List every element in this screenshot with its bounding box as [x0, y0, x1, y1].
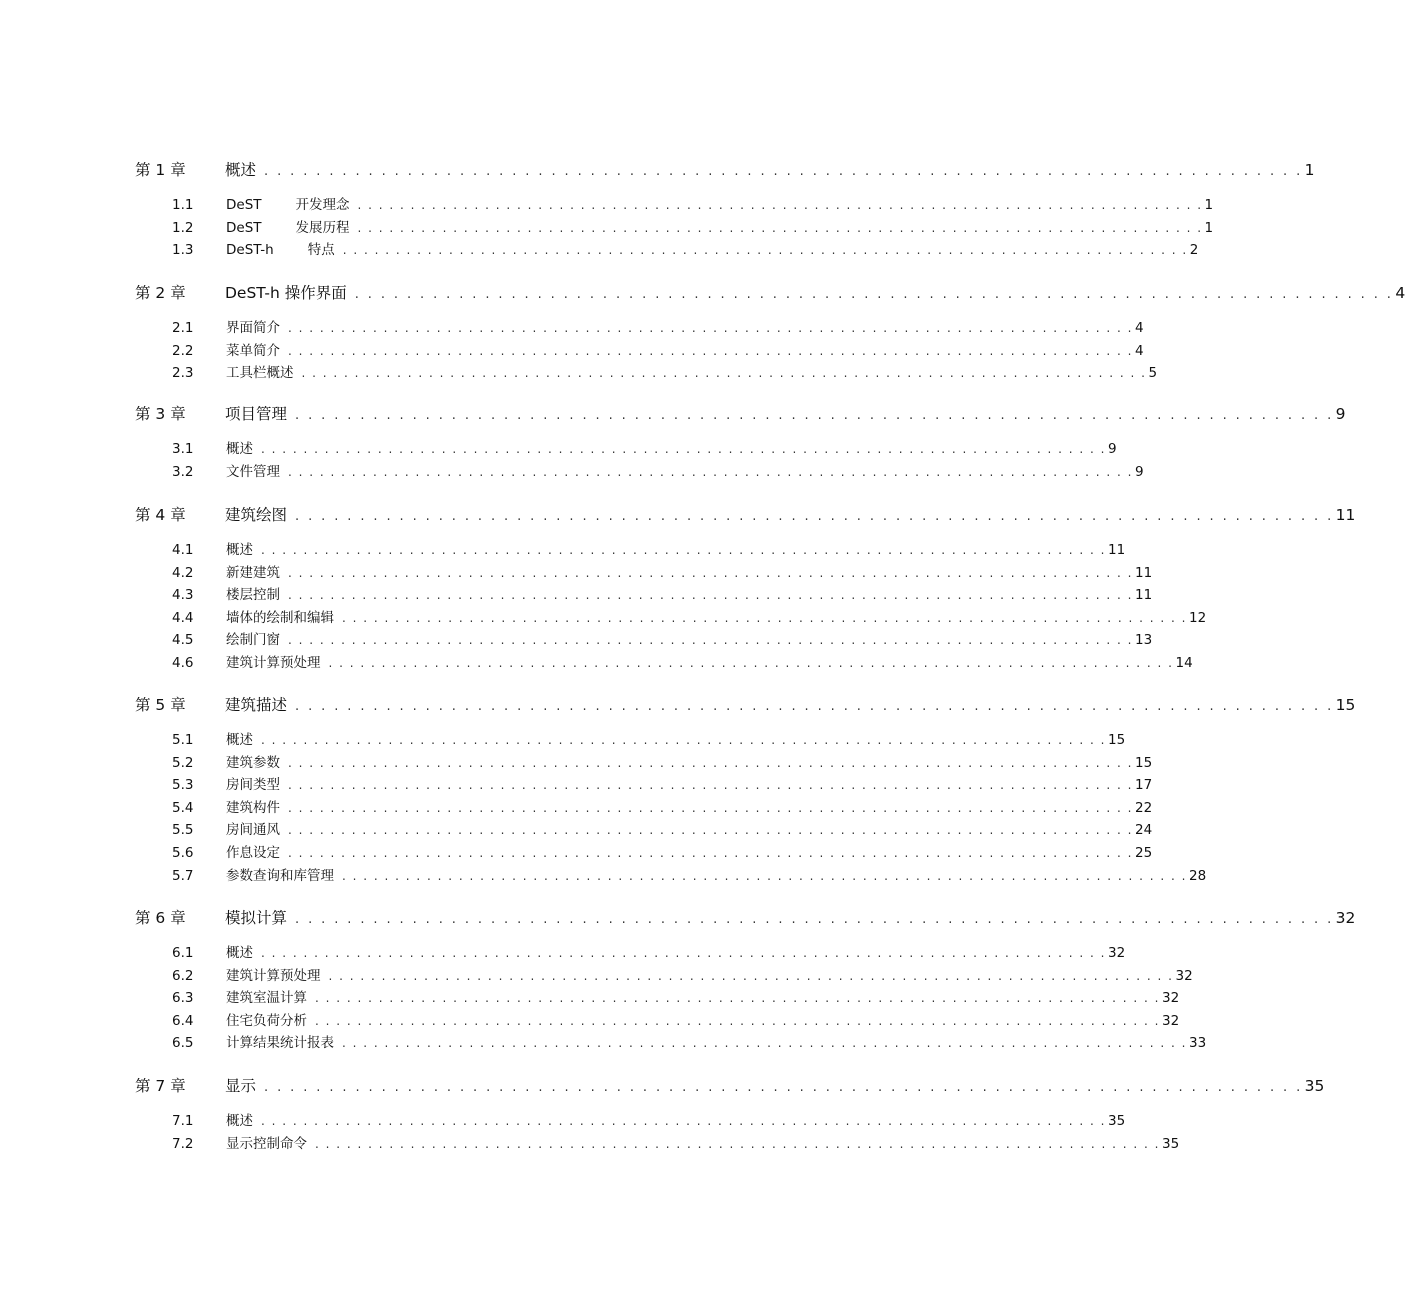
- chapter-title: DeST-h 操作界面: [225, 284, 347, 302]
- page-number: 4: [1135, 342, 1144, 359]
- section-title: DeST 开发理念: [226, 197, 350, 213]
- dot-leader: . . . . . . . . . . . . . . . . . . . . . . . . . . . . . . . . . . . . . . . . . . . . . . . . . . . . . . . . . . . . . . . . . . . . . . . . . . . . . . . .: [261, 946, 1106, 960]
- chapter-title: 项目管理: [225, 405, 288, 423]
- chapter-title: 概述: [225, 161, 257, 179]
- toc-section-entry[interactable]: [172, 216, 1214, 236]
- page-number: 32: [1175, 967, 1193, 984]
- dot-leader: . . . . . . . . . . . . . . . . . . . . . . . . . . . . . . . . . . . . . . . . . . . . . . . . . . . . . . . . . . . . . . . . . . . . . . . . . . . . . . . .: [315, 1013, 1160, 1028]
- toc-chapter-entry[interactable]: [135, 281, 1405, 303]
- toc-section-entry[interactable]: [172, 606, 1207, 626]
- page-number: 22: [1135, 799, 1153, 816]
- section-title: 计算结果统计报表: [226, 1035, 334, 1052]
- page-number: 11: [1135, 564, 1153, 581]
- toc-section-entry[interactable]: [172, 751, 1153, 771]
- toc-section-entry[interactable]: [172, 1132, 1180, 1152]
- toc-section-entry[interactable]: [172, 964, 1193, 984]
- section-title: 菜单简介: [226, 342, 280, 359]
- section-number: 1.1: [172, 197, 194, 213]
- section-number: 5.3: [172, 777, 194, 794]
- section-title: 概述: [226, 542, 253, 558]
- dot-leader: . . . . . . . . . . . . . . . . . . . . . . . . . . . . . . . . . . . . . . . . . . . . . . . . . . . . . . . . . . . . . . . . . . . . . . . . . . . . . . . .: [288, 800, 1133, 815]
- page-number: 13: [1135, 632, 1153, 649]
- chapter-title: 建筑绘图: [225, 506, 288, 524]
- dot-leader: . . . . . . . . . . . . . . . . . . . . . . . . . . . . . . . . . . . . . . . . . . . . . . . . . . . . . . . . . . . . . . . . . . . . . . . . . . . . . . . .: [264, 164, 1303, 179]
- toc-section-entry[interactable]: [172, 796, 1153, 816]
- section-title: 建筑计算预处理: [226, 967, 321, 984]
- dot-leader: . . . . . . . . . . . . . . . . . . . . . . . . . . . . . . . . . . . . . . . . . . . . . . . . . . . . . . . . . . . . . . . . . . . . . . . . . . . . . . . .: [328, 968, 1174, 983]
- page-number: 32: [1108, 945, 1126, 961]
- toc-chapter-entry[interactable]: [135, 158, 1315, 180]
- page-number: 1: [1204, 197, 1214, 213]
- section-number: 4.6: [172, 655, 194, 671]
- toc-section-entry[interactable]: [172, 818, 1153, 839]
- toc-section-entry[interactable]: [172, 583, 1153, 604]
- page-number: 2: [1189, 242, 1199, 259]
- section-number: 7.1: [172, 1113, 194, 1129]
- toc-section-entry[interactable]: [172, 460, 1144, 480]
- toc-section-entry[interactable]: [172, 651, 1193, 671]
- page-number: 32: [1162, 990, 1180, 1007]
- section-title: 楼层控制: [226, 587, 280, 604]
- section-title: DeST 发展历程: [226, 219, 350, 236]
- chapter-number: 第 7 章: [135, 1077, 186, 1095]
- dot-leader: . . . . . . . . . . . . . . . . . . . . . . . . . . . . . . . . . . . . . . . . . . . . . . . . . . . . . . . . . . . . . . . . . . . . . . . . . . . . . . . .: [342, 868, 1187, 883]
- chapter-number: 第 5 章: [135, 696, 186, 714]
- section-title: 住宅负荷分析: [226, 1012, 307, 1029]
- dot-leader: . . . . . . . . . . . . . . . . . . . . . . . . . . . . . . . . . . . . . . . . . . . . . . . . . . . . . . . . . . . . . . . . . . . . . . . . . . . . . . . .: [261, 733, 1106, 747]
- section-number: 6.5: [172, 1035, 194, 1052]
- page-number: 1: [1204, 219, 1214, 236]
- dot-leader: . . . . . . . . . . . . . . . . . . . . . . . . . . . . . . . . . . . . . . . . . . . . . . . . . . . . . . . . . . . . . . . . . . . . . . . . . . . . . . . .: [295, 912, 1334, 927]
- dot-leader: . . . . . . . . . . . . . . . . . . . . . . . . . . . . . . . . . . . . . . . . . . . . . . . . . . . . . . . . . . . . . . . . . . . . . . . . . . . . . . . .: [357, 220, 1203, 235]
- toc-section-entry[interactable]: [172, 561, 1153, 581]
- dot-leader: . . . . . . . . . . . . . . . . . . . . . . . . . . . . . . . . . . . . . . . . . . . . . . . . . . . . . . . . . . . . . . . . . . . . . . . . . . . . . . . .: [288, 565, 1133, 580]
- section-title: 墙体的绘制和编辑: [226, 609, 334, 626]
- page-number: 24: [1135, 822, 1153, 839]
- page-number: 33: [1189, 1035, 1207, 1052]
- toc-section-entry[interactable]: [172, 864, 1207, 884]
- page-number: 11: [1335, 506, 1356, 524]
- dot-leader: . . . . . . . . . . . . . . . . . . . . . . . . . . . . . . . . . . . . . . . . . . . . . . . . . . . . . . . . . . . . . . . . . . . . . . . . . . . . . . . .: [315, 991, 1160, 1006]
- section-number: 1.2: [172, 219, 194, 236]
- dot-leader: . . . . . . . . . . . . . . . . . . . . . . . . . . . . . . . . . . . . . . . . . . . . . . . . . . . . . . . . . . . . . . . . . . . . . . . . . . . . . . . .: [288, 343, 1133, 358]
- section-title: 建筑室温计算: [226, 990, 307, 1007]
- page-number: 4: [1395, 284, 1405, 302]
- page-number: 14: [1175, 655, 1193, 671]
- dot-leader: . . . . . . . . . . . . . . . . . . . . . . . . . . . . . . . . . . . . . . . . . . . . . . . . . . . . . . . . . . . . . . . . . . . . . . . . . . . . . . . .: [295, 699, 1334, 714]
- section-title: 概述: [226, 732, 253, 748]
- section-number: 2.1: [172, 320, 194, 336]
- toc-section-entry[interactable]: [172, 1109, 1126, 1129]
- section-number: 2.2: [172, 342, 194, 359]
- section-title: 建筑计算预处理: [226, 655, 321, 671]
- chapter-number: 第 2 章: [135, 284, 186, 302]
- toc-section-entry[interactable]: [172, 728, 1126, 748]
- dot-leader: . . . . . . . . . . . . . . . . . . . . . . . . . . . . . . . . . . . . . . . . . . . . . . . . . . . . . . . . . . . . . . . . . . . . . . . . . . . . . . . .: [261, 1114, 1106, 1128]
- page-number: 35: [1162, 1135, 1180, 1152]
- section-number: 4.1: [172, 542, 194, 558]
- section-number: 2.3: [172, 365, 194, 382]
- section-number: 5.7: [172, 867, 194, 884]
- page-number: 4: [1135, 320, 1144, 336]
- dot-leader: . . . . . . . . . . . . . . . . . . . . . . . . . . . . . . . . . . . . . . . . . . . . . . . . . . . . . . . . . . . . . . . . . . . . . . . . . . . . . . . .: [357, 198, 1203, 212]
- section-number: 4.4: [172, 609, 194, 626]
- section-title: 参数查询和库管理: [226, 867, 334, 884]
- toc-section-entry[interactable]: [172, 538, 1126, 558]
- page-number: 11: [1135, 587, 1153, 604]
- section-title: 概述: [226, 1113, 253, 1129]
- toc-section-entry[interactable]: [172, 361, 1158, 382]
- section-title: 建筑参数: [226, 754, 280, 771]
- page-number: 32: [1162, 1012, 1180, 1029]
- page-number: 11: [1108, 542, 1126, 558]
- section-number: 6.1: [172, 945, 194, 961]
- page-number: 15: [1108, 732, 1126, 748]
- dot-leader: . . . . . . . . . . . . . . . . . . . . . . . . . . . . . . . . . . . . . . . . . . . . . . . . . . . . . . . . . . . . . . . . . . . . . . . . . . . . . . . .: [315, 1136, 1160, 1151]
- dot-leader: . . . . . . . . . . . . . . . . . . . . . . . . . . . . . . . . . . . . . . . . . . . . . . . . . . . . . . . . . . . . . . . . . . . . . . . . . . . . . . . .: [342, 610, 1187, 625]
- page-number: 9: [1335, 405, 1346, 423]
- chapter-number: 第 1 章: [135, 161, 186, 179]
- section-number: 6.3: [172, 990, 194, 1007]
- section-title: DeST-h 特点: [226, 242, 335, 259]
- section-title: 新建建筑: [226, 564, 280, 581]
- section-title: 房间通风: [226, 822, 280, 839]
- dot-leader: . . . . . . . . . . . . . . . . . . . . . . . . . . . . . . . . . . . . . . . . . . . . . . . . . . . . . . . . . . . . . . . . . . . . . . . . . . . . . . . .: [288, 464, 1133, 479]
- dot-leader: . . . . . . . . . . . . . . . . . . . . . . . . . . . . . . . . . . . . . . . . . . . . . . . . . . . . . . . . . . . . . . . . . . . . . . . . . . . . . . . .: [301, 366, 1147, 381]
- dot-leader: . . . . . . . . . . . . . . . . . . . . . . . . . . . . . . . . . . . . . . . . . . . . . . . . . . . . . . . . . . . . . . . . . . . . . . . . . . . . . . . .: [342, 1036, 1187, 1051]
- chapter-number: 第 4 章: [135, 506, 186, 524]
- dot-leader: . . . . . . . . . . . . . . . . . . . . . . . . . . . . . . . . . . . . . . . . . . . . . . . . . . . . . . . . . . . . . . . . . . . . . . . . . . . . . . . .: [264, 1080, 1303, 1095]
- section-title: 概述: [226, 945, 253, 961]
- section-number: 3.1: [172, 441, 194, 457]
- page-number: 35: [1108, 1113, 1126, 1129]
- section-number: 4.3: [172, 587, 194, 604]
- page-number: 35: [1304, 1077, 1325, 1095]
- dot-leader: . . . . . . . . . . . . . . . . . . . . . . . . . . . . . . . . . . . . . . . . . . . . . . . . . . . . . . . . . . . . . . . . . . . . . . . . . . . . . . . .: [342, 243, 1188, 258]
- dot-leader: . . . . . . . . . . . . . . . . . . . . . . . . . . . . . . . . . . . . . . . . . . . . . . . . . . . . . . . . . . . . . . . . . . . . . . . . . . . . . . . .: [288, 321, 1133, 335]
- toc-section-entry[interactable]: [172, 437, 1117, 457]
- toc-section-entry[interactable]: [172, 986, 1180, 1007]
- toc-section-entry[interactable]: [172, 628, 1153, 649]
- section-title: 房间类型: [226, 777, 280, 794]
- section-title: 绘制门窗: [226, 632, 280, 649]
- dot-leader: . . . . . . . . . . . . . . . . . . . . . . . . . . . . . . . . . . . . . . . . . . . . . . . . . . . . . . . . . . . . . . . . . . . . . . . . . . . . . . . .: [288, 823, 1133, 838]
- section-title: 概述: [226, 441, 253, 457]
- section-number: 5.1: [172, 732, 194, 748]
- dot-leader: . . . . . . . . . . . . . . . . . . . . . . . . . . . . . . . . . . . . . . . . . . . . . . . . . . . . . . . . . . . . . . . . . . . . . . . . . . . . . . . .: [288, 755, 1133, 770]
- page-number: 9: [1135, 463, 1144, 480]
- section-title: 作息设定: [226, 845, 280, 861]
- page-number: 28: [1189, 867, 1207, 884]
- section-number: 7.2: [172, 1135, 194, 1152]
- section-title: 显示控制命令: [226, 1135, 307, 1152]
- section-number: 5.5: [172, 822, 194, 839]
- section-number: 5.2: [172, 754, 194, 771]
- toc-section-entry[interactable]: [172, 1009, 1180, 1029]
- page-number: 17: [1135, 777, 1153, 794]
- toc-section-entry[interactable]: [172, 316, 1144, 336]
- toc-section-entry[interactable]: [172, 1031, 1207, 1052]
- section-number: 1.3: [172, 242, 194, 259]
- toc-section-entry[interactable]: [172, 339, 1144, 359]
- toc-chapter-entry[interactable]: [135, 402, 1346, 424]
- section-number: 3.2: [172, 463, 194, 480]
- toc-section-entry[interactable]: [172, 841, 1153, 861]
- page-number: 25: [1135, 845, 1153, 861]
- section-number: 4.2: [172, 564, 194, 581]
- section-number: 4.5: [172, 632, 194, 649]
- chapter-number: 第 6 章: [135, 909, 186, 927]
- chapter-title: 建筑描述: [225, 696, 288, 714]
- section-title: 界面简介: [226, 320, 280, 336]
- section-title: 建筑构件: [226, 799, 280, 816]
- dot-leader: . . . . . . . . . . . . . . . . . . . . . . . . . . . . . . . . . . . . . . . . . . . . . . . . . . . . . . . . . . . . . . . . . . . . . . . . . . . . . . . .: [288, 778, 1133, 793]
- dot-leader: . . . . . . . . . . . . . . . . . . . . . . . . . . . . . . . . . . . . . . . . . . . . . . . . . . . . . . . . . . . . . . . . . . . . . . . . . . . . . . . .: [261, 442, 1106, 456]
- dot-leader: . . . . . . . . . . . . . . . . . . . . . . . . . . . . . . . . . . . . . . . . . . . . . . . . . . . . . . . . . . . . . . . . . . . . . . . . . . . . . . . .: [328, 656, 1174, 670]
- page-number: 15: [1335, 696, 1356, 714]
- dot-leader: . . . . . . . . . . . . . . . . . . . . . . . . . . . . . . . . . . . . . . . . . . . . . . . . . . . . . . . . . . . . . . . . . . . . . . . . . . . . . . . .: [288, 846, 1133, 860]
- toc-section-entry[interactable]: [172, 238, 1199, 259]
- dot-leader: . . . . . . . . . . . . . . . . . . . . . . . . . . . . . . . . . . . . . . . . . . . . . . . . . . . . . . . . . . . . . . . . . . . . . . . . . . . . . . . .: [288, 588, 1133, 603]
- dot-leader: . . . . . . . . . . . . . . . . . . . . . . . . . . . . . . . . . . . . . . . . . . . . . . . . . . . . . . . . . . . . . . . . . . . . . . . . . . . . . . . .: [261, 543, 1106, 557]
- section-title: 文件管理: [226, 463, 280, 480]
- toc-section-entry[interactable]: [172, 193, 1214, 213]
- dot-leader: . . . . . . . . . . . . . . . . . . . . . . . . . . . . . . . . . . . . . . . . . . . . . . . . . . . . . . . . . . . . . . . . . . . . . . . . . . . . . . . .: [295, 408, 1334, 423]
- section-number: 5.4: [172, 799, 194, 816]
- page-number: 32: [1335, 909, 1356, 927]
- chapter-number: 第 3 章: [135, 405, 186, 423]
- dot-leader: . . . . . . . . . . . . . . . . . . . . . . . . . . . . . . . . . . . . . . . . . . . . . . . . . . . . . . . . . . . . . . . . . . . . . . . . . . . . . . . .: [295, 509, 1334, 524]
- chapter-title: 显示: [225, 1077, 257, 1095]
- page-number: 1: [1304, 161, 1315, 179]
- toc-chapter-entry[interactable]: [135, 906, 1356, 928]
- page-number: 15: [1135, 754, 1153, 771]
- section-number: 5.6: [172, 845, 194, 861]
- toc-section-entry[interactable]: [172, 773, 1153, 794]
- toc-chapter-entry[interactable]: [135, 693, 1356, 715]
- section-title: 工具栏概述: [226, 365, 294, 382]
- toc-chapter-entry[interactable]: [135, 503, 1356, 525]
- toc-chapter-entry[interactable]: [135, 1074, 1325, 1096]
- chapter-title: 模拟计算: [225, 909, 288, 927]
- page-number: 9: [1108, 441, 1117, 457]
- dot-leader: . . . . . . . . . . . . . . . . . . . . . . . . . . . . . . . . . . . . . . . . . . . . . . . . . . . . . . . . . . . . . . . . . . . . . . . . . . . . . . . .: [354, 287, 1394, 302]
- toc-section-entry[interactable]: [172, 941, 1126, 961]
- section-number: 6.4: [172, 1012, 194, 1029]
- page-number: 5: [1148, 365, 1158, 382]
- dot-leader: . . . . . . . . . . . . . . . . . . . . . . . . . . . . . . . . . . . . . . . . . . . . . . . . . . . . . . . . . . . . . . . . . . . . . . . . . . . . . . . .: [288, 633, 1133, 648]
- page-number: 12: [1189, 609, 1207, 626]
- section-number: 6.2: [172, 967, 194, 984]
